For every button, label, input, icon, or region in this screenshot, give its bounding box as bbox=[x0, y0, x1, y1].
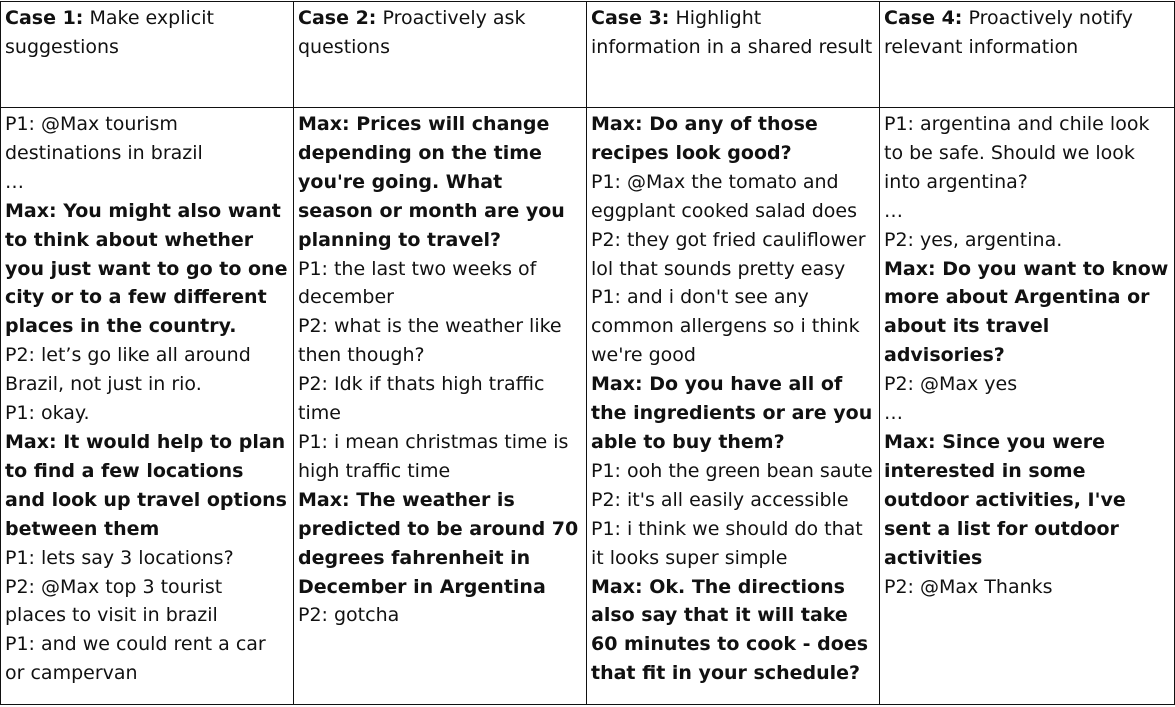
case-number: Case 4: bbox=[884, 7, 963, 29]
case-table bbox=[0, 1, 1175, 705]
participant-utterance: P1: @Max the tomato and eggplant cooked salad does bbox=[591, 170, 857, 222]
participant-utterance: … bbox=[884, 402, 903, 425]
participant-utterance: P1: i mean christmas time is high traffic time bbox=[298, 430, 569, 482]
participant-utterance: P1: ooh the green bean saute bbox=[591, 459, 873, 482]
max-utterance: Max: Do you have all of the ingredients or are you able to buy them? bbox=[591, 373, 873, 453]
case-number: Case 3: bbox=[591, 7, 670, 29]
participant-utterance: P2: they got fried cauliflower lol that sounds pretty easy bbox=[591, 228, 866, 280]
case-title: Highlight information in a shared result bbox=[591, 7, 873, 58]
case-3-dialogue bbox=[587, 108, 880, 705]
participant-utterance: P1: lets say 3 locations? bbox=[5, 546, 234, 569]
participant-utterance: P1: and i don't see any common allergens so i think we're good bbox=[591, 286, 860, 367]
case-title: Make explicit suggestions bbox=[5, 7, 214, 58]
max-utterance: Max: Do you want to know more about Argentina or about its travel advisories? bbox=[884, 257, 1169, 367]
case-4-header bbox=[880, 2, 1175, 108]
participant-utterance: P1: @Max tourism destinations in brazil bbox=[5, 113, 203, 164]
max-utterance: Max: Do any of those recipes look good? bbox=[591, 113, 818, 164]
participant-utterance: P2: yes, argentina. bbox=[884, 228, 1063, 251]
case-4-dialogue bbox=[880, 108, 1175, 705]
participant-utterance: P2: it's all easily accessible bbox=[591, 488, 849, 511]
case-1-header bbox=[1, 2, 294, 108]
max-utterance: Max: Since you were interested in some outdoor activities, I've sent a list for outdoor activities bbox=[884, 430, 1126, 569]
participant-utterance: P2: @Max Thanks bbox=[884, 575, 1053, 598]
participant-utterance: P1: the last two weeks of december bbox=[298, 257, 537, 309]
case-3-header bbox=[587, 2, 880, 108]
max-utterance: Max: The weather is predicted to be around 70 degrees fahrenheit in December in Argentina bbox=[298, 488, 579, 598]
case-1-dialogue bbox=[1, 108, 294, 705]
case-title: Proactively notify relevant information bbox=[884, 7, 1133, 58]
participant-utterance: … bbox=[5, 170, 24, 193]
max-utterance: Max: Ok. The directions also say that it will take 60 minutes to cook - does that fit in your schedule? bbox=[591, 575, 869, 685]
participant-utterance: P2: let’s go like all around Brazil, not just in rio. bbox=[5, 344, 251, 396]
participant-utterance: P1: i think we should do that it looks super simple bbox=[591, 517, 863, 569]
participant-utterance: P2: @Max yes bbox=[884, 373, 1018, 396]
participant-utterance: P1: and we could rent a car or campervan bbox=[5, 633, 266, 685]
max-utterance: Max: It would help to plan to find a few locations and look up travel options between them bbox=[5, 430, 287, 540]
case-2-dialogue bbox=[294, 108, 587, 705]
participant-utterance: P2: gotcha bbox=[298, 604, 400, 627]
case-number: Case 1: bbox=[5, 7, 84, 29]
participant-utterance: P2: what is the weather like then though? bbox=[298, 315, 562, 367]
case-2-header bbox=[294, 2, 587, 108]
dialogue-row bbox=[1, 108, 1175, 705]
case-number: Case 2: bbox=[298, 7, 377, 29]
participant-utterance: P2: Idk if thats high traffic time bbox=[298, 373, 545, 425]
participant-utterance: P1: okay. bbox=[5, 402, 90, 425]
participant-utterance: P1: argentina and chile look to be safe. Should we look into argentina? bbox=[884, 113, 1150, 193]
participant-utterance: P2: @Max top 3 tourist places to visit in brazil bbox=[5, 575, 223, 627]
case-title: Proactively ask questions bbox=[298, 7, 526, 58]
max-utterance: Max: You might also want to think about whether you just want to go to one city or to a few different places in the country. bbox=[5, 199, 288, 338]
participant-utterance: … bbox=[884, 199, 903, 222]
max-utterance: Max: Prices will change depending on the time you're going. What season or month are you planning to travel? bbox=[298, 113, 565, 251]
header-row bbox=[1, 2, 1175, 108]
